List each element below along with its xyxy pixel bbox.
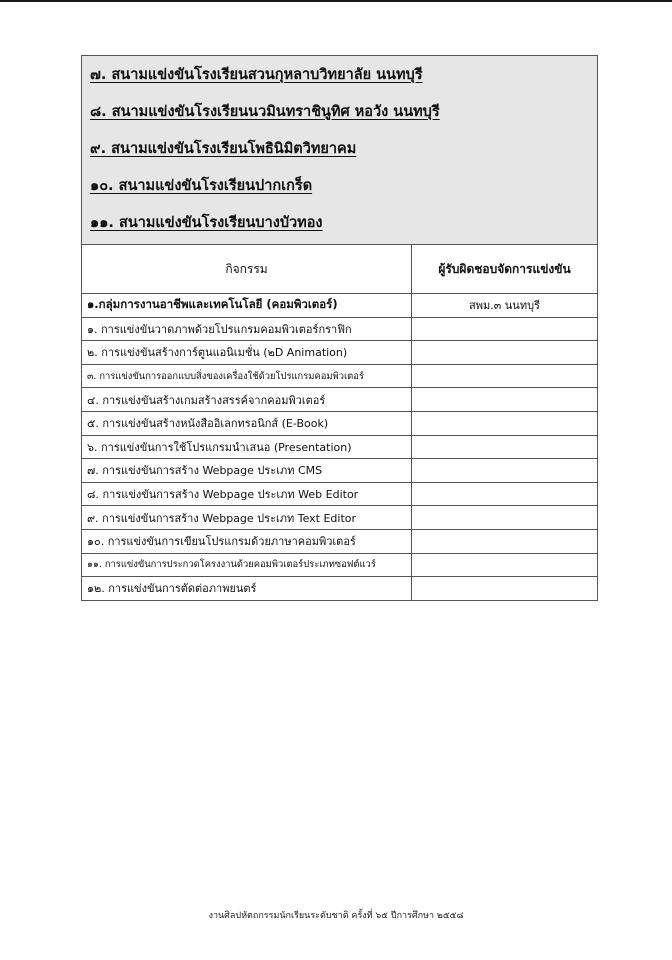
activity-cell: ๑. การแข่งขันวาดภาพด้วยโปรแกรมคอมพิวเตอร์กราฟิก	[82, 317, 412, 341]
activity-cell: ๑.กลุ่มการงานอาชีพและเทคโนโลยี (คอมพิวเตอร์)	[82, 294, 412, 318]
activity-column-header: กิจกรรม	[82, 245, 412, 294]
owner-cell	[412, 459, 598, 483]
table-row	[82, 341, 598, 365]
activity-cell: ๑๒. การแข่งขันการตัดต่อภาพยนตร์	[82, 577, 412, 601]
owner-cell	[412, 317, 598, 341]
owner-cell	[412, 411, 598, 435]
table-row	[82, 459, 598, 483]
owner-cell	[412, 364, 598, 388]
activity-cell: ๑๐. การแข่งขันการเขียนโปรแกรมด้วยภาษาคอมพิวเตอร์	[82, 529, 412, 553]
owner-cell	[412, 388, 598, 412]
activity-cell: ๑๑. การแข่งขันการประกวดโครงงานด้วยคอมพิวเตอร์ประเภทซอฟต์แวร์	[82, 553, 412, 577]
owner-cell	[412, 482, 598, 506]
venue-item-9: ๙. สนามแข่งขันโรงเรียนโพธินิมิตวิทยาคม	[90, 141, 357, 157]
table-row-group	[82, 294, 598, 318]
owner-cell	[412, 577, 598, 601]
venue-row	[82, 56, 598, 245]
activity-cell: ๙. การแข่งขันการสร้าง Webpage ประเภท Text Editor	[82, 506, 412, 530]
activity-cell: ๗. การแข่งขันการสร้าง Webpage ประเภท CMS	[82, 459, 412, 483]
table-row	[82, 529, 598, 553]
activity-cell: ๔. การแข่งขันสร้างเกมสร้างสรรค์จากคอมพิวเตอร์	[82, 388, 412, 412]
table-row	[82, 411, 598, 435]
table-row	[82, 482, 598, 506]
activity-cell: ๓. การแข่งขันการออกแบบสิ่งของเครื่องใช้ด้วยโปรแกรมคอมพิวเตอร์	[82, 364, 412, 388]
owner-column-header: ผู้รับผิดชอบจัดการแข่งขัน	[412, 245, 598, 294]
table-row	[82, 577, 598, 601]
venue-item-11: ๑๑. สนามแข่งขันโรงเรียนบางบัวทอง	[90, 215, 323, 231]
owner-cell	[412, 529, 598, 553]
table-row	[82, 364, 598, 388]
owner-cell	[412, 341, 598, 365]
owner-cell	[412, 553, 598, 577]
activity-cell: ๘. การแข่งขันการสร้าง Webpage ประเภท Web Editor	[82, 482, 412, 506]
venue-item-8: ๘. สนามแข่งขันโรงเรียนนวมินทราชินูทิศ หอวัง นนทบุรี	[90, 104, 440, 120]
activity-cell: ๖. การแข่งขันการใช้โปรแกรมนำเสนอ (Presentation)	[82, 435, 412, 459]
venue-list	[82, 56, 598, 245]
table-header-row	[82, 245, 598, 294]
activity-cell: ๕. การแข่งขันสร้างหนังสืออิเลกทรอนิกส์ (E-Book)	[82, 411, 412, 435]
top-border-line	[0, 0, 672, 2]
owner-cell: สพม.๓ นนทบุรี	[412, 294, 598, 318]
activity-cell: ๒. การแข่งขันสร้างการ์ตูนแอนิเมชั่น (๒D Animation)	[82, 341, 412, 365]
venue-item-7: ๗. สนามแข่งขันโรงเรียนสวนกุหลาบวิทยาลัย นนทบุรี	[90, 67, 423, 83]
table-row	[82, 317, 598, 341]
competition-table	[81, 55, 598, 601]
page-footer: งานศิลปหัตถกรรมนักเรียนระดับชาติ ครั้งที่ ๖๕ ปีการศึกษา ๒๕๕๘	[208, 911, 464, 921]
owner-cell	[412, 506, 598, 530]
owner-cell	[412, 435, 598, 459]
venue-item-10: ๑๐. สนามแข่งขันโรงเรียนปากเกร็ด	[90, 178, 313, 194]
table-row	[82, 435, 598, 459]
table-row	[82, 506, 598, 530]
table-row	[82, 388, 598, 412]
table-row	[82, 553, 598, 577]
